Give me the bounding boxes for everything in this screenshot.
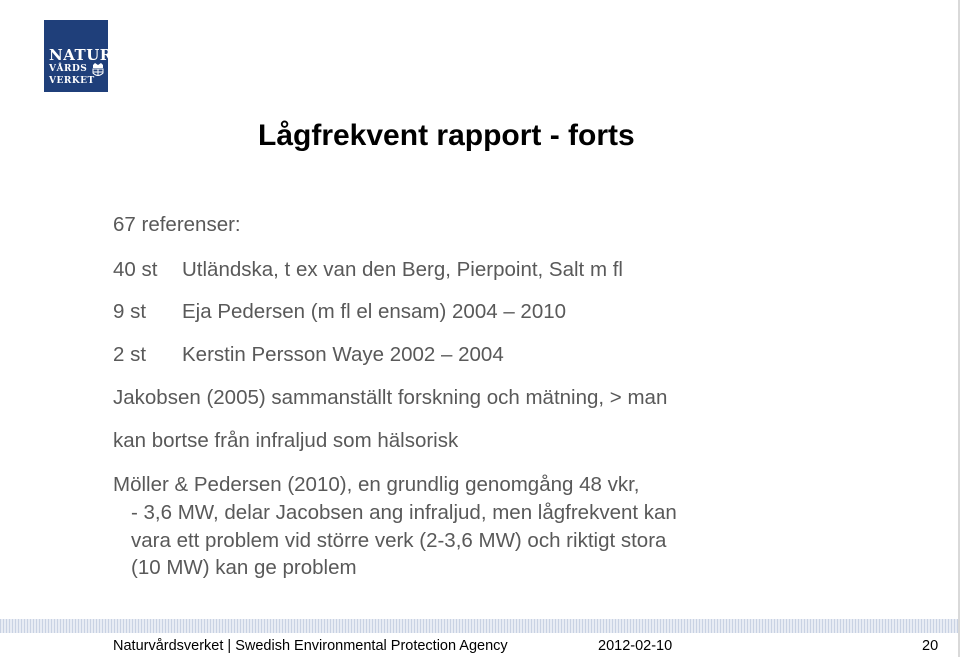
reference-text: Utländska, t ex van den Berg, Pierpoint, Salt m fl [182, 258, 623, 281]
moller-line-4: (10 MW) kan ge problem [131, 556, 357, 579]
moller-line-3: vara ett problem vid större verk (2-3,6 MW) och riktigt stora [131, 529, 667, 552]
reference-row [113, 258, 623, 282]
jakobsen-line-2: kan bortse från infraljud som hälsorisk [113, 429, 459, 452]
crown-crest-icon [92, 62, 104, 78]
references-line: 67 referenser: [113, 213, 241, 236]
reference-text: Eja Pedersen (m fl el ensam) 2004 – 2010 [182, 300, 567, 323]
footer-stripe-bar [0, 619, 960, 633]
jakobsen-line-1: Jakobsen (2005) sammanställt forskning och mätning, > man [113, 386, 668, 409]
reference-row [113, 300, 566, 324]
reference-count: 2 st [113, 343, 147, 366]
reference-text: Kerstin Persson Waye 2002 – 2004 [182, 343, 504, 366]
reference-row [113, 343, 504, 367]
reference-count: 9 st [113, 300, 147, 323]
footer-date: 2012-02-10 [598, 638, 673, 654]
footer-page-number: 20 [922, 638, 939, 654]
logo-line-2: VÅRDS [49, 64, 88, 74]
slide-title: Lågfrekvent rapport - forts [258, 119, 635, 152]
logo-line-3: VERKET [49, 76, 95, 86]
logo-line-1: NATUR [49, 46, 113, 64]
moller-line-1: Möller & Pedersen (2010), en grundlig genomgång 48 vkr, [113, 473, 640, 496]
reference-count: 40 st [113, 258, 158, 281]
moller-line-2: - 3,6 MW, delar Jacobsen ang infraljud, men lågfrekvent kan [131, 501, 677, 524]
naturvardsverket-logo [44, 20, 113, 92]
footer-organization: Naturvårdsverket | Swedish Environmental Protection Agency [113, 638, 508, 654]
